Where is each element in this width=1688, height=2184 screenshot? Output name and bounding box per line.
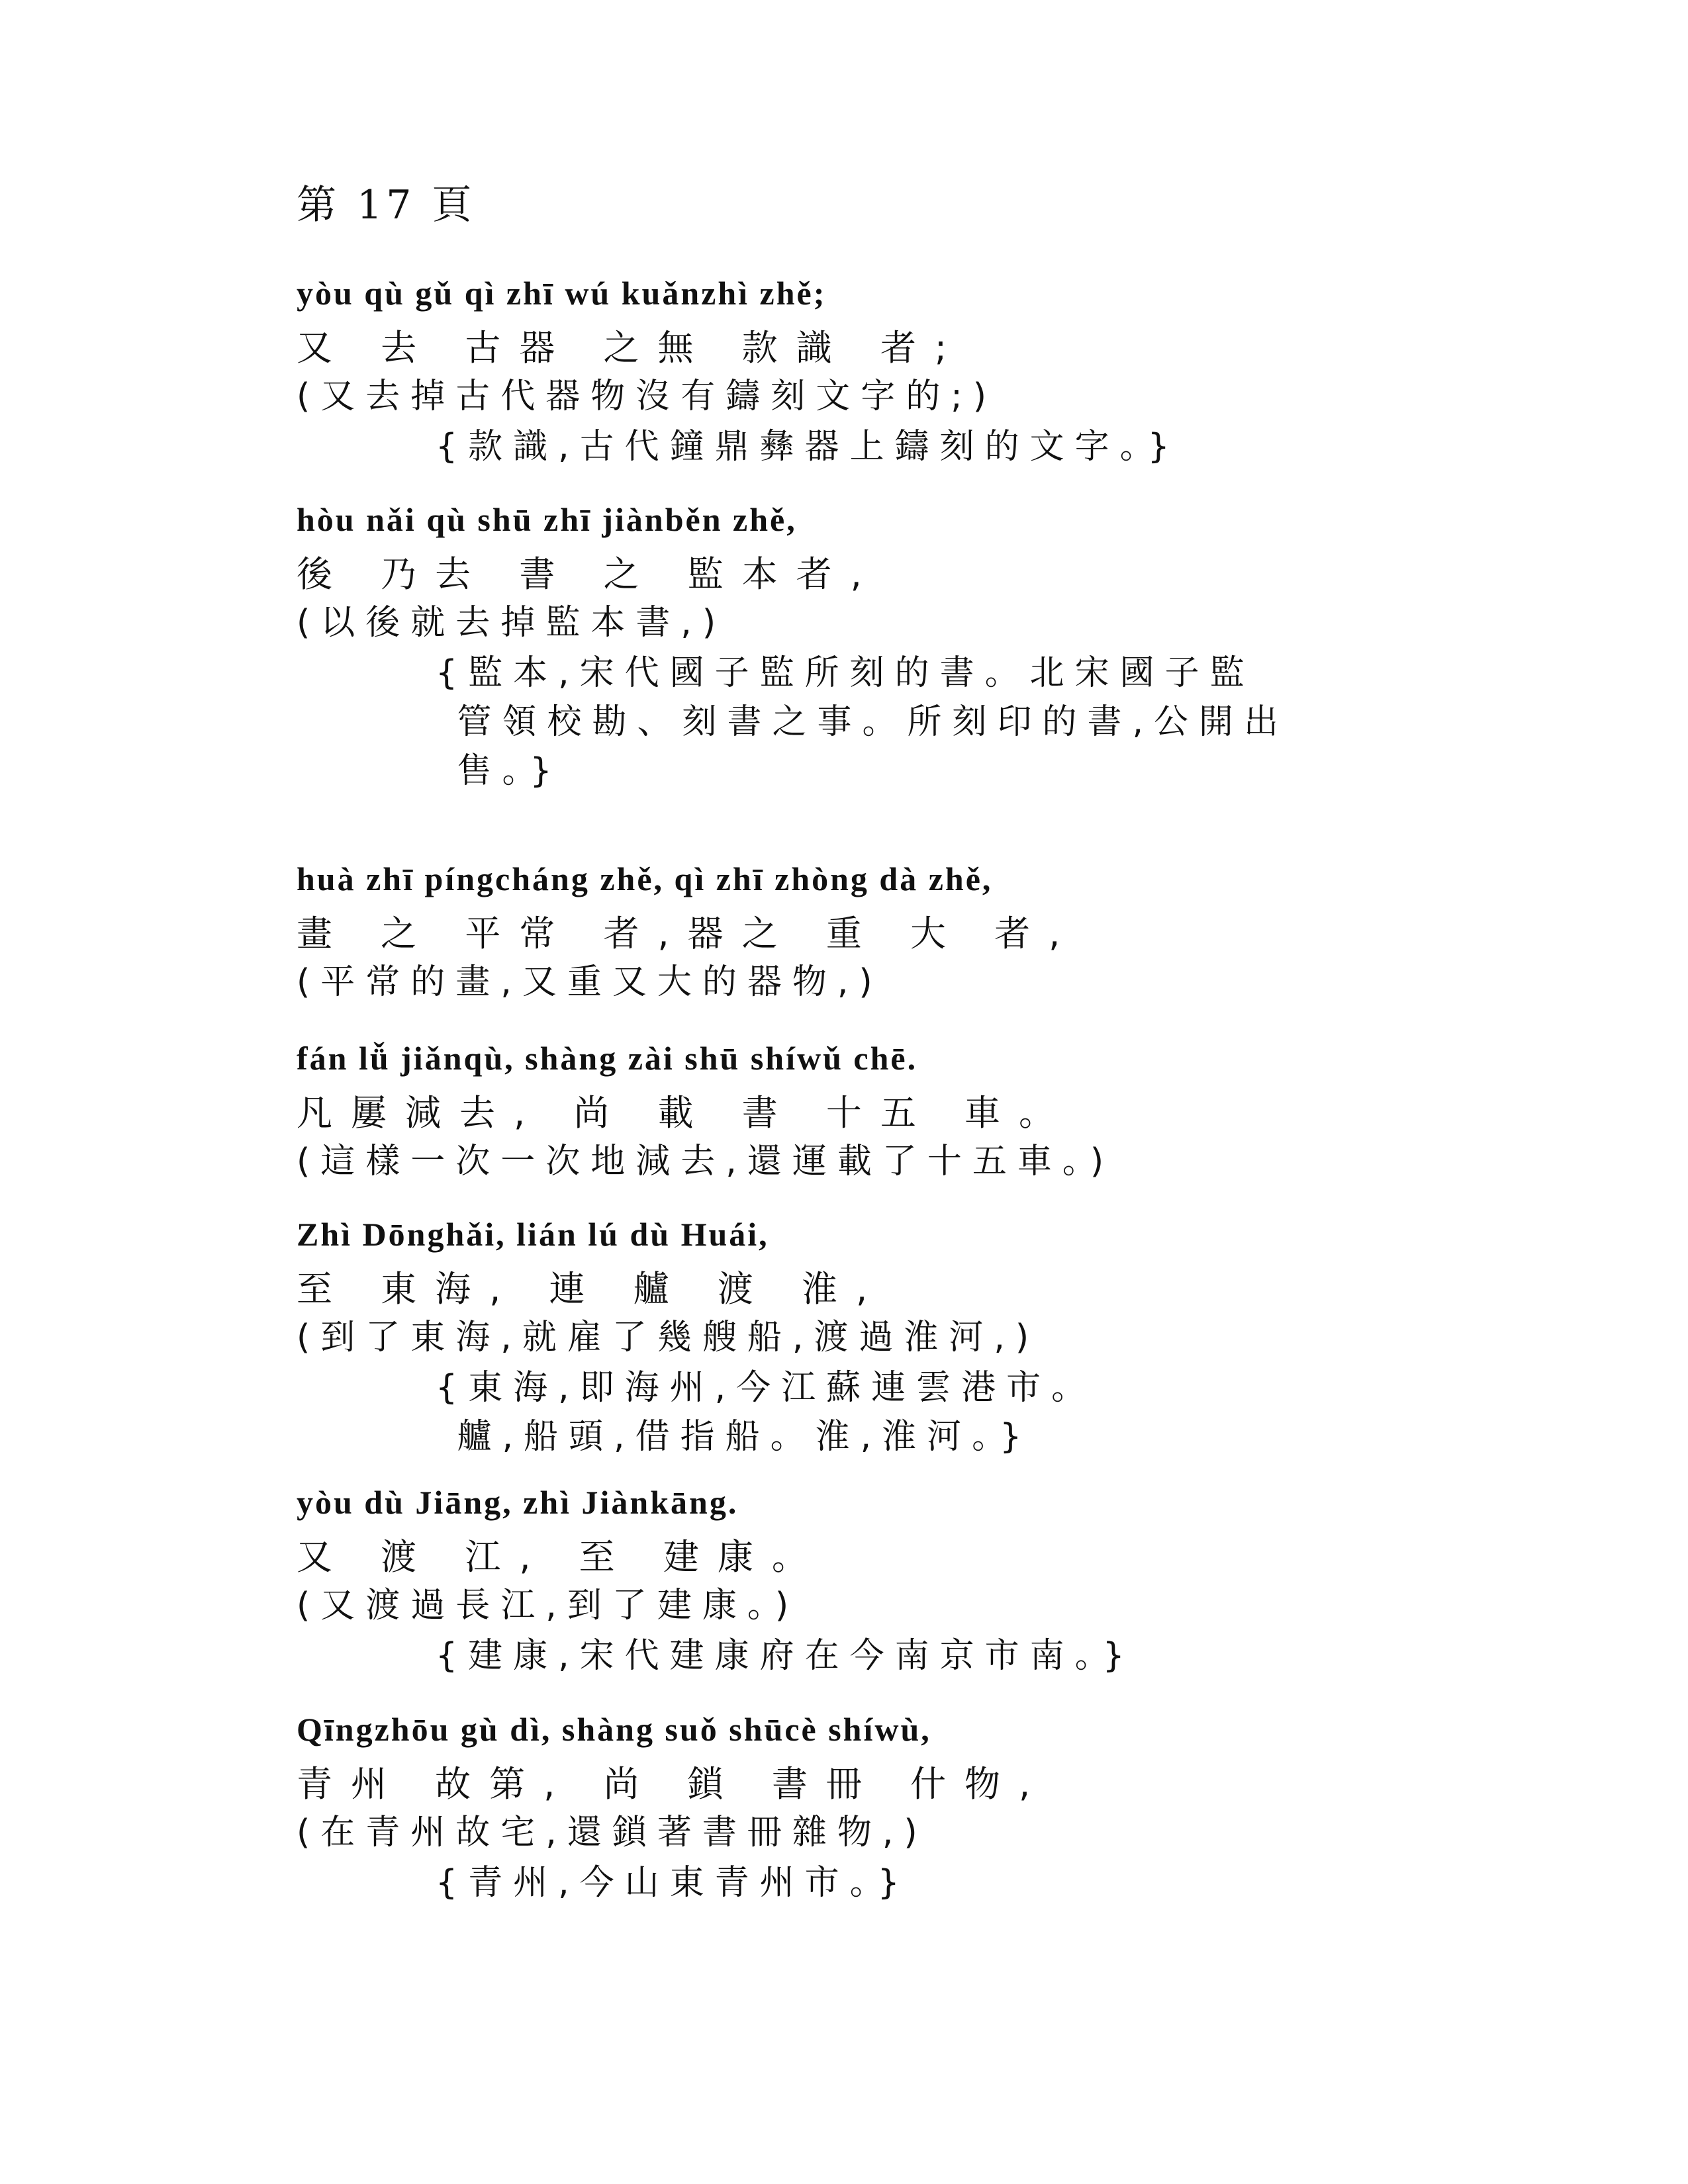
verse-block-2 bbox=[297, 491, 1289, 796]
page-header: 第 17 頁 bbox=[297, 182, 476, 228]
translation-line: (到了東海,就雇了幾艘船,渡過淮河,) bbox=[297, 1318, 1040, 1357]
translation-line: (在青州故宅,還鎖著書冊雜物,) bbox=[297, 1813, 928, 1852]
chinese-line: 又 去 古器 之無 款識 者; bbox=[297, 327, 966, 369]
pinyin-line: fán lǚ jiǎnqù, shàng zài shū shíwǔ chē. bbox=[297, 1040, 918, 1077]
chinese-line: 後 乃去 書 之 監本者, bbox=[297, 553, 880, 595]
pinyin-line: yòu qù gǔ qì zhī wú kuǎnzhì zhě; bbox=[297, 275, 827, 312]
pinyin-line: huà zhī píngcháng zhě, qì zhī zhòng dà zhě, bbox=[297, 860, 993, 897]
verse-block-1 bbox=[297, 265, 1180, 471]
pinyin-line: Qīngzhōu gù dì, shàng suǒ shūcè shíwù, bbox=[297, 1711, 931, 1748]
chinese-line: 又 渡 江, 至 建康。 bbox=[297, 1536, 826, 1578]
chinese-line: 青州 故第, 尚 鎖 書冊 什物, bbox=[297, 1763, 1049, 1805]
annotation-note: {青州,今山東青州市。} bbox=[436, 1863, 910, 1903]
annotation-note: {建康,宋代建康府在今南京市南。} bbox=[436, 1636, 1135, 1676]
chinese-line: 凡屢減去, 尚 載 書 十五 車。 bbox=[297, 1092, 1073, 1134]
annotation-note: {款識,古代鐘鼎彝器上鑄刻的文字。} bbox=[436, 427, 1180, 467]
annotation-note: {東海,即海州,今江蘇連雲港市。 艫,船頭,借指船。淮,淮河。} bbox=[436, 1368, 1097, 1457]
translation-line: (平常的畫,又重又大的器物,) bbox=[297, 962, 883, 1002]
translation-line: (又渡過長江,到了建康。) bbox=[297, 1586, 800, 1625]
pinyin-line: yòu dù Jiāng, zhì Jiànkāng. bbox=[297, 1484, 739, 1521]
translation-line: (又去掉古代器物沒有鑄刻文字的;) bbox=[297, 377, 998, 416]
translation-line: (這樣一次一次地減去,還運載了十五車。) bbox=[297, 1142, 1115, 1181]
verse-block-3 bbox=[297, 850, 1078, 1005]
pinyin-line: hòu nǎi qù shū zhī jiànběn zhě, bbox=[297, 501, 797, 538]
translation-line: (以後就去掉監本書,) bbox=[297, 603, 727, 643]
verse-block-4 bbox=[297, 1030, 1114, 1185]
verse-block-5 bbox=[297, 1206, 1096, 1461]
pinyin-line: Zhì Dōnghǎi, lián lú dù Huái, bbox=[297, 1216, 769, 1253]
chinese-line: 畫 之 平常 者,器之 重 大 者, bbox=[297, 913, 1079, 954]
annotation-note: {監本,宋代國子監所刻的書。北宋國子監 管領校勘、刻書之事。所刻印的書,公開出 售。} bbox=[436, 653, 1289, 791]
chinese-line: 至 東海, 連 艫 渡 淮, bbox=[297, 1268, 886, 1310]
verse-block-6 bbox=[297, 1474, 1135, 1680]
verse-block-7 bbox=[297, 1701, 1049, 1907]
